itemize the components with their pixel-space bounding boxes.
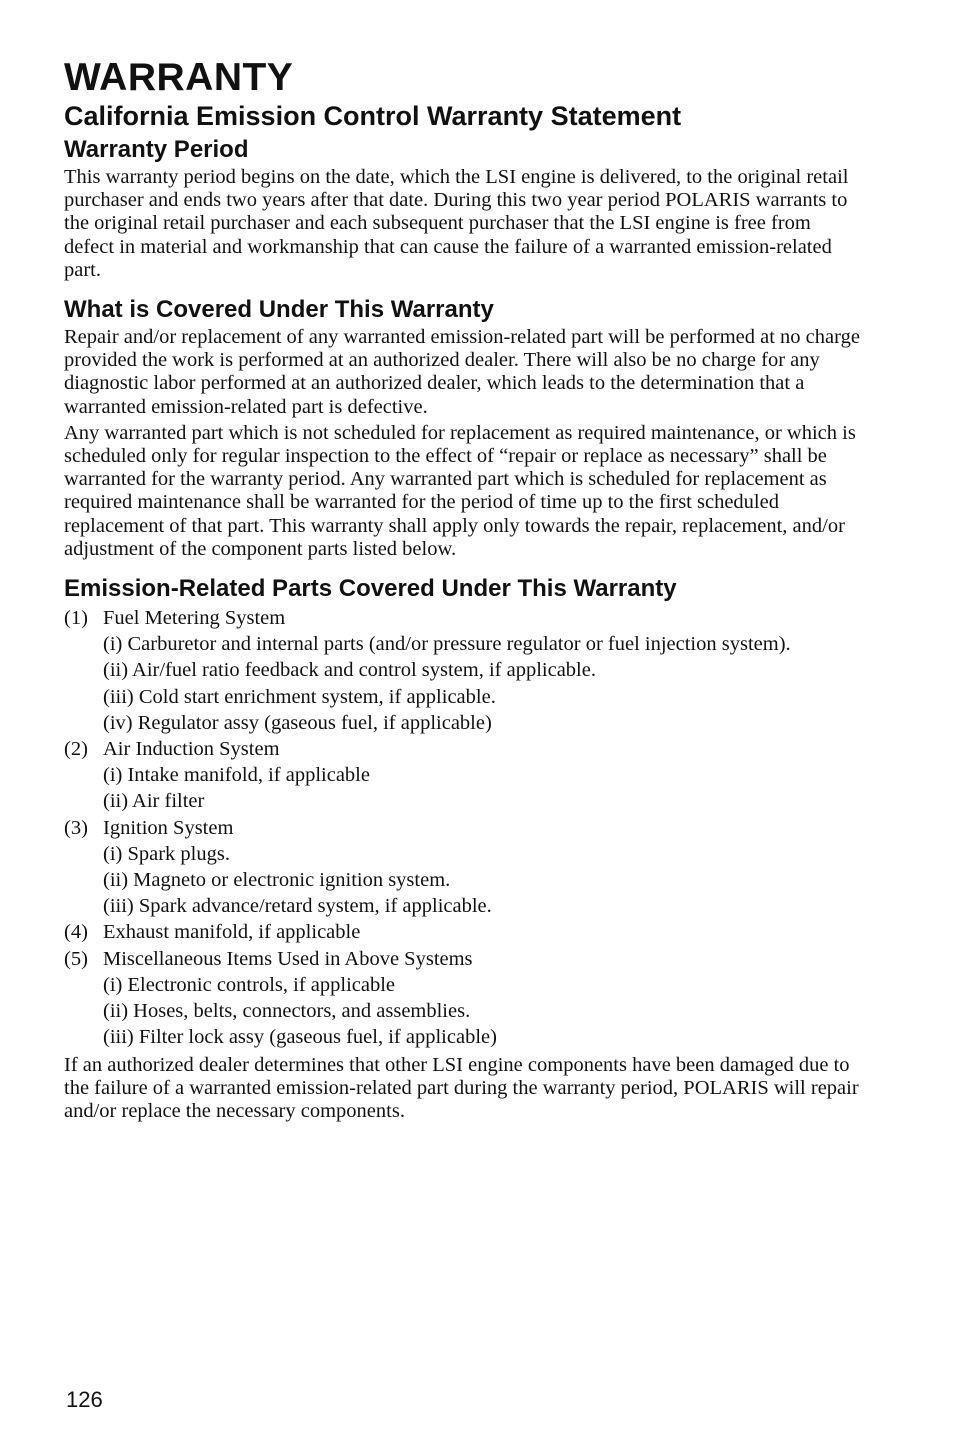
parts-list — [64, 605, 864, 1050]
item-number: (1) — [64, 607, 88, 630]
sub-item: (i) Carburetor and internal parts (and/or pressure regulator or fuel injection system). — [103, 633, 791, 656]
closing-paragraph: If an authorized dealer determines that other LSI engine components have been damaged due to the failure of a warranted emission-related part during the warranty period, POLARIS will repair and/or replace the necessary components. — [64, 1053, 859, 1122]
warranty-period-text: This warranty period begins on the date, which the LSI engine is delivered, to the original retail purchaser and ends two years after that date. During this two year period POLARIS warrants to the original retail purchaser and each subsequent purchaser that the LSI engine is free from defect in material and workmanship that can cause the failure of a warranted emission-related part. — [64, 166, 849, 281]
list-item — [64, 736, 864, 762]
item-label: Miscellaneous Items Used in Above Systems — [103, 947, 473, 970]
item-number: (3) — [64, 816, 88, 839]
coverage-heading: What is Covered Under This Warranty — [64, 296, 494, 324]
item-label: Exhaust manifold, if applicable — [103, 921, 361, 944]
coverage-paragraph: Repair and/or replacement of any warranted emission-related part will be performed at no charge provided the work is performed at an authorized dealer. There will also be no charge for any diagnostic labor performed at an authorized dealer, which leads to the determination that a warranted emission-related part is defective. — [64, 326, 860, 418]
statement-title: California Emission Control Warranty Statement — [64, 101, 682, 131]
list-item — [64, 946, 864, 972]
list-item — [64, 919, 864, 945]
page-number: 126 — [66, 1387, 103, 1412]
item-label: Ignition System — [103, 816, 234, 839]
page-title: WARRANTY — [64, 56, 294, 99]
list-item — [64, 815, 864, 841]
page-content — [64, 56, 864, 1126]
sub-item: (i) Electronic controls, if applicable — [103, 973, 396, 996]
sub-item: (iii) Spark advance/retard system, if applicable. — [103, 895, 492, 918]
sub-item: (ii) Hoses, belts, connectors, and assemblies. — [103, 1000, 471, 1023]
sub-item: (i) Spark plugs. — [103, 842, 230, 865]
sub-item: (ii) Air filter — [103, 790, 205, 813]
item-number: (5) — [64, 947, 88, 970]
item-label: Fuel Metering System — [103, 607, 286, 630]
item-number: (2) — [64, 738, 88, 761]
coverage-paragraph: Any warranted part which is not scheduled for replacement as required maintenance, or which is scheduled only for regular inspection to the effect of “repair or replace as necessary” shall be warranted for the warranty period. Any warranted part which is scheduled for replacement as required maintenance shall be warranted for the period of time up to the first scheduled replacement of that part. This warranty shall apply only towards the repair, replacement, and/or adjustment of the component parts listed below. — [64, 421, 856, 560]
sub-item: (iv) Regulator assy (gaseous fuel, if applicable) — [103, 711, 492, 734]
sub-item: (iii) Filter lock assy (gaseous fuel, if applicable) — [103, 1026, 497, 1049]
list-item — [64, 605, 864, 631]
item-number: (4) — [64, 921, 88, 944]
sub-item: (iii) Cold start enrichment system, if applicable. — [103, 685, 496, 708]
warranty-period-heading: Warranty Period — [64, 136, 249, 163]
sub-item: (ii) Magneto or electronic ignition system. — [103, 869, 451, 892]
parts-heading: Emission-Related Parts Covered Under This Warranty — [64, 575, 677, 603]
sub-item: (ii) Air/fuel ratio feedback and control system, if applicable. — [103, 659, 596, 682]
sub-item: (i) Intake manifold, if applicable — [103, 764, 370, 787]
item-label: Air Induction System — [103, 738, 280, 761]
